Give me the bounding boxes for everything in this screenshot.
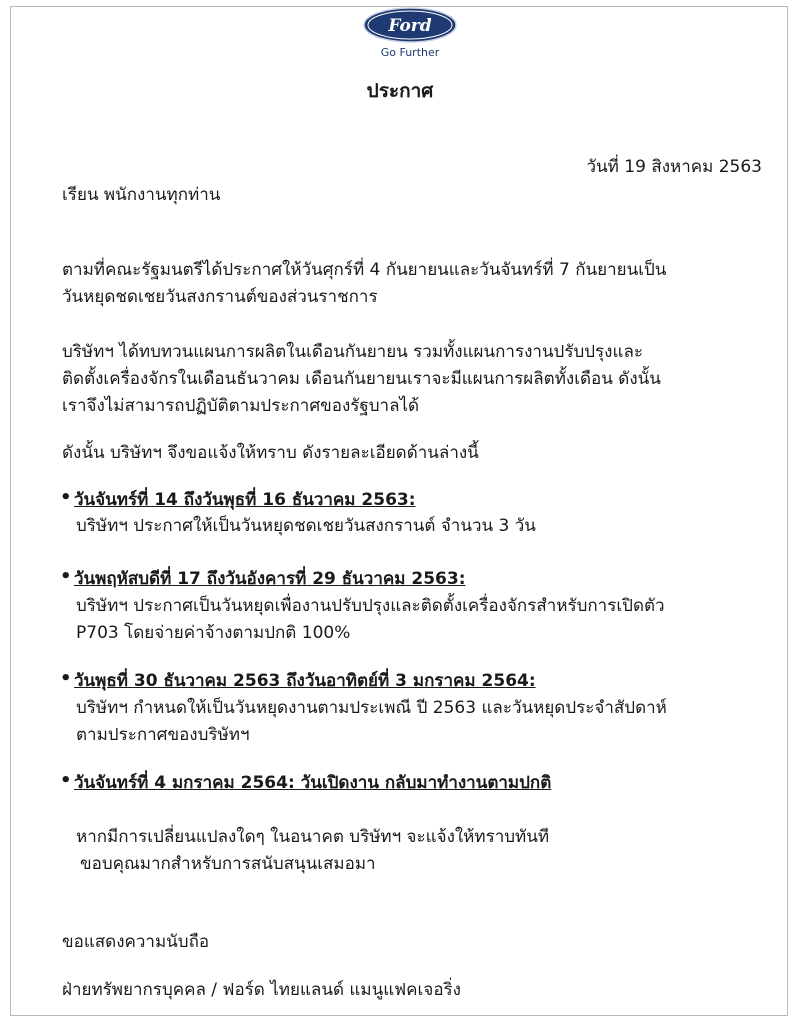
paragraph-line: ติดตั้งเครื่องจักรในเดือนธันวาคม เดือนกันยายนเราจะมีแผนการผลิตทั้งเดือน ดังนั้น [62, 369, 661, 389]
paragraph-line: บริษัทฯ ได้ทบทวนแผนการผลิตในเดือนกันยายน รวมทั้งแผนการงานปรับปรุงและ [62, 342, 643, 362]
document-date: วันที่ 19 สิงหาคม 2563 [586, 157, 762, 177]
paragraph-line: ตามที่คณะรัฐมนตรีได้ประกาศให้วันศุกร์ที่ 4 กันยายนและวันจันทร์ที่ 7 กันยายนเป็น [62, 260, 667, 280]
regards: ขอแสดงความนับถือ [62, 932, 210, 952]
page-title: ประกาศ [366, 80, 434, 102]
paragraph-line: เราจึงไม่สามารถปฏิบัติตามประกาศของรัฐบาลได้ [62, 396, 420, 416]
logo-tagline: Go Further [380, 46, 440, 59]
bullet-dot-icon: • [60, 487, 72, 508]
bullet-body: ตามประกาศของบริษัทฯ [76, 725, 250, 745]
bullet-body: บริษัทฯ ประกาศให้เป็นวันหยุดชดเชยวันสงกรานต์ จำนวน 3 วัน [76, 516, 536, 536]
bullet-body: บริษัทฯ ประกาศเป็นวันหยุดเพื่องานปรับปรุงและติดตั้งเครื่องจักรสำหรับการเปิดตัว [76, 596, 665, 616]
paragraph-line: วันหยุดชดเชยวันสงกรานต์ของส่วนราชการ [62, 287, 378, 307]
bullet-title: วันพุธที่ 30 ธันวาคม 2563 ถึงวันอาทิตย์ที่ 3 มกราคม 2564: [74, 671, 536, 691]
bullet-dot-icon: • [60, 566, 72, 587]
paragraph-line: ดังนั้น บริษัทฯ จึงขอแจ้งให้ทราบ ดังรายละเอียดด้านล่างนี้ [62, 443, 479, 463]
closing-line: หากมีการเปลี่ยนแปลงใดๆ ในอนาคต บริษัทฯ จะแจ้งให้ทราบทันที [76, 827, 550, 847]
bullet-dot-icon: • [60, 668, 72, 689]
signature: ฝ่ายทรัพยากรบุคคล / ฟอร์ด ไทยแลนด์ แมนูแฟคเจอริ่ง [62, 980, 461, 1000]
bullet-title: วันพฤหัสบดีที่ 17 ถึงวันอังคารที่ 29 ธันวาคม 2563: [74, 569, 466, 589]
bullet-dot-icon: • [60, 770, 72, 791]
svg-text:Ford: Ford [388, 16, 432, 36]
bullet-title: วันจันทร์ที่ 14 ถึงวันพุธที่ 16 ธันวาคม 2563: [74, 490, 416, 510]
bullet-body: P703 โดยจ่ายค่าจ้างตามปกติ 100% [76, 623, 351, 643]
salutation: เรียน พนักงานทุกท่าน [62, 185, 221, 205]
bullet-title: วันจันทร์ที่ 4 มกราคม 2564: วันเปิดงาน กลับมาทำงานตามปกติ [74, 773, 552, 793]
bullet-body: บริษัทฯ กำหนดให้เป็นวันหยุดงานตามประเพณี ปี 2563 และวันหยุดประจำสัปดาห์ [76, 698, 667, 718]
ford-logo [362, 6, 458, 44]
closing-line: ขอบคุณมากสำหรับการสนับสนุนเสมอมา [80, 854, 376, 874]
